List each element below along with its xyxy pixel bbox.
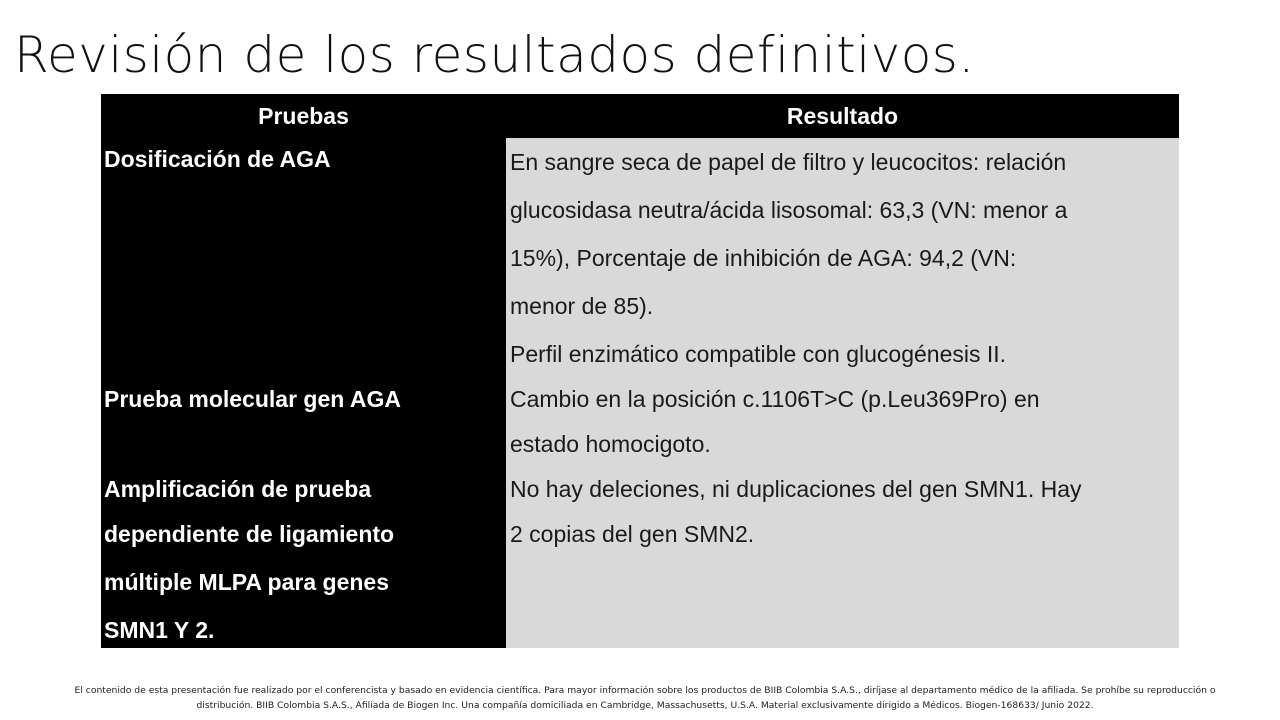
- test-name-cell: [101, 138, 506, 378]
- result-line: 15%), Porcentaje de inhibición de AGA: 94,2 (VN:: [510, 245, 1017, 271]
- table-row: [101, 138, 1179, 378]
- test-name-line: SMN1 Y 2.: [104, 617, 215, 643]
- slide-title: Revisión de los resultados definitivos.: [14, 26, 975, 84]
- test-name-line: múltiple MLPA para genes: [104, 569, 389, 595]
- test-name-cell: [101, 378, 506, 468]
- result-line: En sangre seca de papel de filtro y leucocitos: relación: [510, 149, 1067, 175]
- result-line: No hay deleciones, ni duplicaciones del gen SMN1. Hay: [510, 476, 1082, 502]
- result-line: Perfil enzimático compatible con glucogénesis II.: [510, 341, 1007, 367]
- results-table: [101, 94, 1179, 648]
- result-line: Cambio en la posición c.1106T>C (p.Leu369Pro) en: [510, 386, 1040, 412]
- test-name-line: dependiente de ligamiento: [104, 521, 395, 547]
- table-row: [101, 468, 1179, 648]
- disclaimer-line: distribución. BIIB Colombia S.A.S., Afiliada de Biogen Inc. Una compañía domiciliada en Cambridge, Massachusetts, U.S.A. Material exclusivamente dirigido a Médicos. Biogen-168633/ Junio 2022.: [196, 700, 1094, 711]
- header-pruebas: Pruebas: [101, 94, 506, 138]
- legal-disclaimer: [30, 683, 1260, 713]
- table-header-row: [101, 94, 1179, 138]
- result-line: menor de 85).: [510, 293, 654, 319]
- header-resultado: Resultado: [506, 94, 1179, 138]
- test-name: Dosificación de AGA: [104, 146, 331, 172]
- result-cell: [506, 468, 1179, 648]
- result-line: estado homocigoto.: [510, 431, 711, 457]
- result-cell: [506, 138, 1179, 378]
- test-name: Prueba molecular gen AGA: [104, 386, 401, 412]
- test-name-line: Amplificación de prueba: [104, 476, 372, 502]
- test-name-cell: [101, 468, 506, 648]
- table-row: [101, 378, 1179, 468]
- disclaimer-line: El contenido de esta presentación fue realizado por el conferencista y basado en evidencia científica. Para mayor información sobre los productos de BIIB Colombia S.A.S., diríjase al departamento médico de la afiliada. Se prohíbe su reproducción o: [74, 685, 1216, 696]
- result-line: 2 copias del gen SMN2.: [510, 521, 755, 547]
- result-cell: [506, 378, 1179, 468]
- result-line: glucosidasa neutra/ácida lisosomal: 63,3 (VN: menor a: [510, 197, 1068, 223]
